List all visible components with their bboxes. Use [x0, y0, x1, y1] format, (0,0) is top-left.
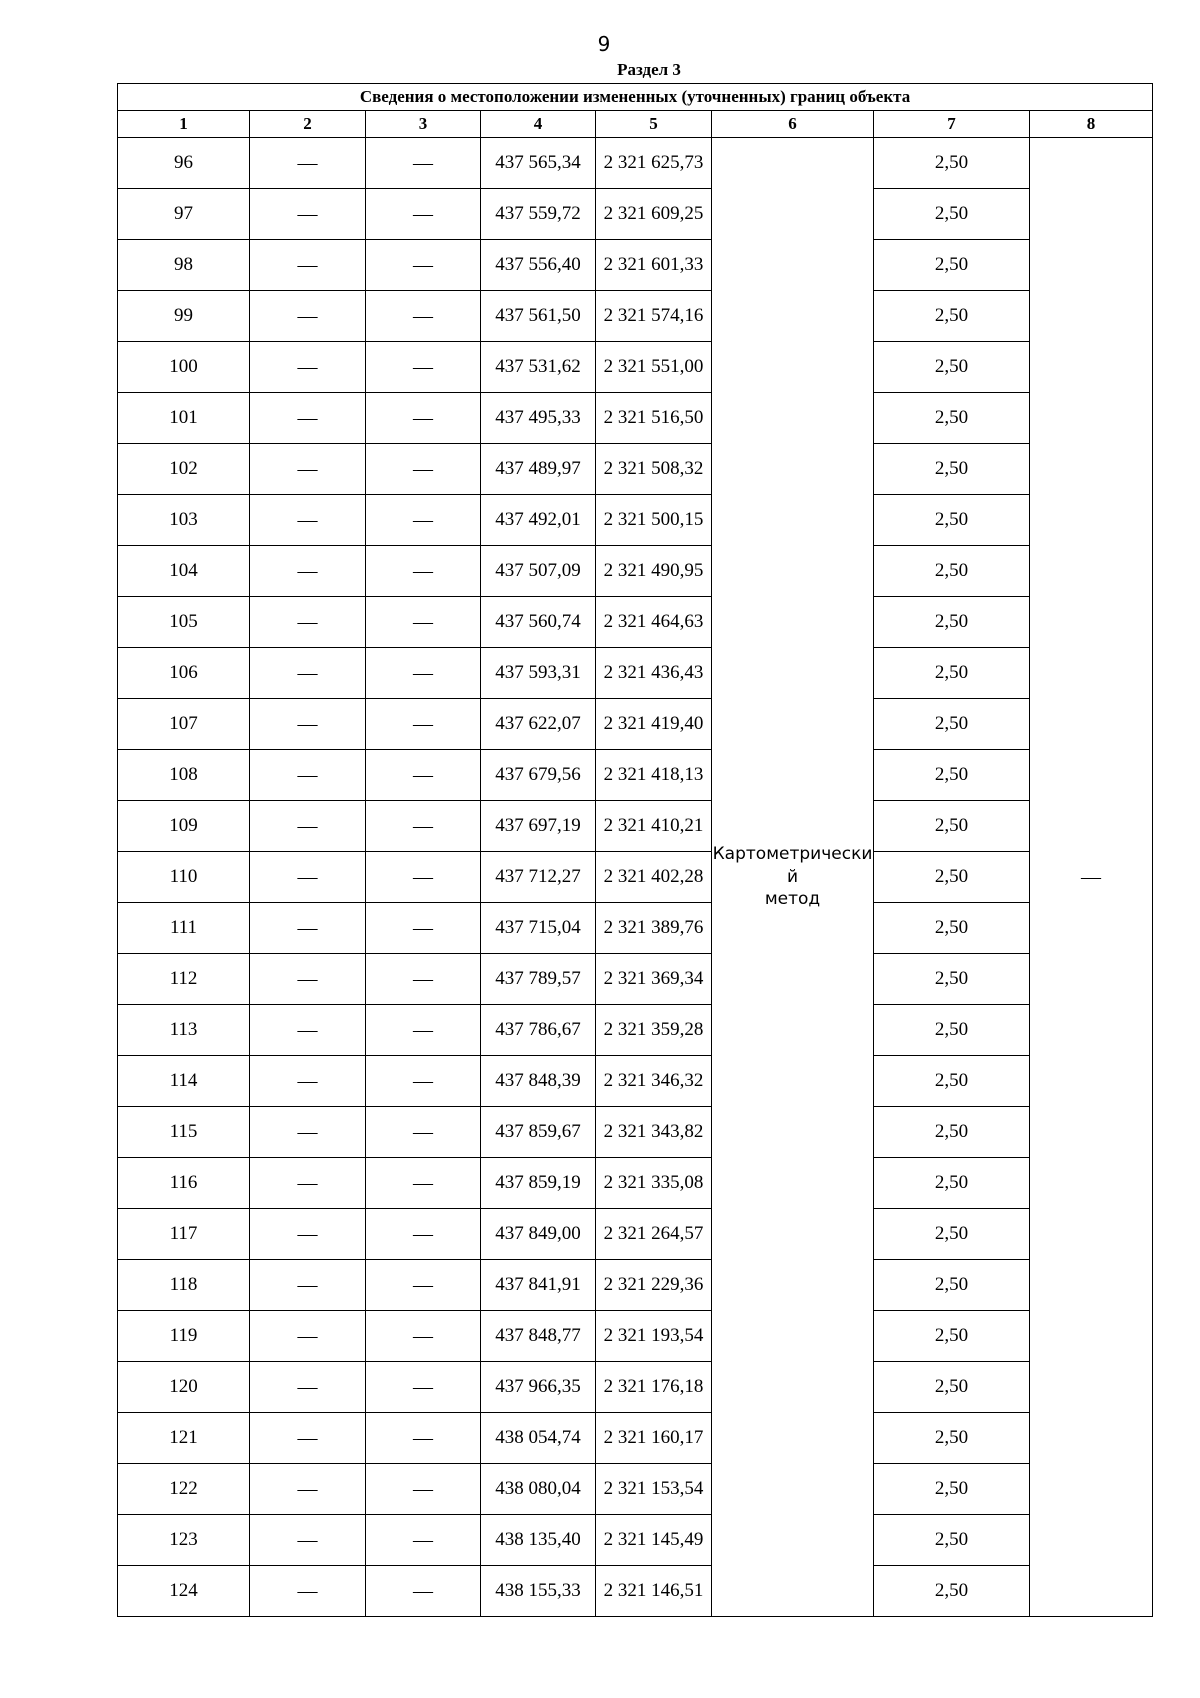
- accuracy-cell: 2,50: [874, 954, 1030, 1005]
- column-number: 2: [250, 111, 366, 138]
- col2-cell: —: [250, 699, 366, 750]
- table-row: [118, 342, 1153, 393]
- coordinate-y-cell: 2 321 601,33: [596, 240, 712, 291]
- accuracy-cell: 2,50: [874, 750, 1030, 801]
- accuracy-cell: 2,50: [874, 1056, 1030, 1107]
- accuracy-cell: 2,50: [874, 699, 1030, 750]
- point-number-cell: 123: [118, 1515, 250, 1566]
- point-number-cell: 114: [118, 1056, 250, 1107]
- coordinate-y-cell: 2 321 264,57: [596, 1209, 712, 1260]
- accuracy-cell: 2,50: [874, 1158, 1030, 1209]
- point-number-cell: 118: [118, 1260, 250, 1311]
- coordinate-y-cell: 2 321 153,54: [596, 1464, 712, 1515]
- table-row: [118, 393, 1153, 444]
- col3-cell: —: [366, 1209, 481, 1260]
- table-row: [118, 189, 1153, 240]
- col3-cell: —: [366, 240, 481, 291]
- col2-cell: —: [250, 954, 366, 1005]
- col2-cell: —: [250, 342, 366, 393]
- table-row: [118, 1056, 1153, 1107]
- point-number-cell: 124: [118, 1566, 250, 1617]
- col3-cell: —: [366, 1566, 481, 1617]
- col2-cell: —: [250, 546, 366, 597]
- column-number: 5: [596, 111, 712, 138]
- coordinate-x-cell: 437 848,77: [481, 1311, 596, 1362]
- col2-cell: —: [250, 444, 366, 495]
- coordinate-x-cell: 437 697,19: [481, 801, 596, 852]
- coordinate-x-cell: 437 622,07: [481, 699, 596, 750]
- col3-cell: —: [366, 189, 481, 240]
- col3-cell: —: [366, 1107, 481, 1158]
- coordinate-y-cell: 2 321 625,73: [596, 138, 712, 189]
- col2-cell: —: [250, 1566, 366, 1617]
- col2-cell: —: [250, 1056, 366, 1107]
- col2-cell: —: [250, 138, 366, 189]
- point-number-cell: 108: [118, 750, 250, 801]
- coordinate-x-cell: 437 559,72: [481, 189, 596, 240]
- col3-cell: —: [366, 1311, 481, 1362]
- accuracy-cell: 2,50: [874, 1515, 1030, 1566]
- table-row: [118, 1464, 1153, 1515]
- coordinate-x-cell: 438 155,33: [481, 1566, 596, 1617]
- col3-cell: —: [366, 852, 481, 903]
- point-number-cell: 117: [118, 1209, 250, 1260]
- coordinate-y-cell: 2 321 464,63: [596, 597, 712, 648]
- col3-cell: —: [366, 291, 481, 342]
- accuracy-cell: 2,50: [874, 597, 1030, 648]
- col2-cell: —: [250, 1311, 366, 1362]
- coordinate-x-cell: 437 556,40: [481, 240, 596, 291]
- col2-cell: —: [250, 750, 366, 801]
- table-row: [118, 1107, 1153, 1158]
- method-cell: [712, 138, 874, 1617]
- coordinate-x-cell: 437 715,04: [481, 903, 596, 954]
- accuracy-cell: 2,50: [874, 1362, 1030, 1413]
- col2-cell: —: [250, 852, 366, 903]
- table-row: [118, 1158, 1153, 1209]
- col2-cell: —: [250, 393, 366, 444]
- accuracy-cell: 2,50: [874, 1209, 1030, 1260]
- col3-cell: —: [366, 444, 481, 495]
- coordinate-y-cell: 2 321 146,51: [596, 1566, 712, 1617]
- col2-cell: —: [250, 1362, 366, 1413]
- coordinate-y-cell: 2 321 419,40: [596, 699, 712, 750]
- point-number-cell: 103: [118, 495, 250, 546]
- accuracy-cell: 2,50: [874, 1311, 1030, 1362]
- col2-cell: —: [250, 801, 366, 852]
- coordinate-x-cell: 437 489,97: [481, 444, 596, 495]
- coordinate-x-cell: 437 495,33: [481, 393, 596, 444]
- coordinate-y-cell: 2 321 490,95: [596, 546, 712, 597]
- column-number: 8: [1030, 111, 1153, 138]
- col3-cell: —: [366, 1005, 481, 1056]
- accuracy-cell: 2,50: [874, 1107, 1030, 1158]
- table-row: [118, 1311, 1153, 1362]
- table-row: [118, 444, 1153, 495]
- point-number-cell: 107: [118, 699, 250, 750]
- point-number-cell: 110: [118, 852, 250, 903]
- coordinate-y-cell: 2 321 500,15: [596, 495, 712, 546]
- col3-cell: —: [366, 342, 481, 393]
- col3-cell: —: [366, 1515, 481, 1566]
- point-number-cell: 116: [118, 1158, 250, 1209]
- col2-cell: —: [250, 495, 366, 546]
- accuracy-cell: 2,50: [874, 546, 1030, 597]
- point-number-cell: 111: [118, 903, 250, 954]
- coordinate-y-cell: 2 321 145,49: [596, 1515, 712, 1566]
- coordinate-x-cell: 437 966,35: [481, 1362, 596, 1413]
- accuracy-cell: 2,50: [874, 393, 1030, 444]
- accuracy-cell: 2,50: [874, 342, 1030, 393]
- table-row: [118, 852, 1153, 903]
- table-row: [118, 954, 1153, 1005]
- coordinate-y-cell: 2 321 346,32: [596, 1056, 712, 1107]
- coordinate-y-cell: 2 321 369,34: [596, 954, 712, 1005]
- accuracy-cell: 2,50: [874, 1260, 1030, 1311]
- column-number: 6: [712, 111, 874, 138]
- table-row: [118, 1566, 1153, 1617]
- col3-cell: —: [366, 495, 481, 546]
- col2-cell: —: [250, 189, 366, 240]
- coordinate-x-cell: 437 849,00: [481, 1209, 596, 1260]
- table-row: [118, 1413, 1153, 1464]
- col3-cell: —: [366, 1464, 481, 1515]
- point-number-cell: 99: [118, 291, 250, 342]
- table-row: [118, 546, 1153, 597]
- col3-cell: —: [366, 393, 481, 444]
- accuracy-cell: 2,50: [874, 495, 1030, 546]
- point-number-cell: 104: [118, 546, 250, 597]
- table-caption: Сведения о местоположении измененных (уточненных) границ объекта: [118, 84, 1153, 111]
- coordinate-x-cell: 437 679,56: [481, 750, 596, 801]
- coordinate-y-cell: 2 321 508,32: [596, 444, 712, 495]
- coordinate-y-cell: 2 321 229,36: [596, 1260, 712, 1311]
- column-number: 3: [366, 111, 481, 138]
- table-row: [118, 1005, 1153, 1056]
- col3-cell: —: [366, 1362, 481, 1413]
- coordinate-x-cell: 437 531,62: [481, 342, 596, 393]
- accuracy-cell: 2,50: [874, 1005, 1030, 1056]
- coordinate-x-cell: 438 080,04: [481, 1464, 596, 1515]
- point-number-cell: 113: [118, 1005, 250, 1056]
- table-row: [118, 138, 1153, 189]
- column-number: 7: [874, 111, 1030, 138]
- point-number-cell: 106: [118, 648, 250, 699]
- coordinate-y-cell: 2 321 389,76: [596, 903, 712, 954]
- table-body: [118, 138, 1153, 1617]
- method-line: Картометрически: [712, 843, 873, 864]
- table-row: [118, 291, 1153, 342]
- col3-cell: —: [366, 546, 481, 597]
- point-number-cell: 121: [118, 1413, 250, 1464]
- coordinate-x-cell: 438 054,74: [481, 1413, 596, 1464]
- coordinate-y-cell: 2 321 402,28: [596, 852, 712, 903]
- coordinate-y-cell: 2 321 516,50: [596, 393, 712, 444]
- point-number-cell: 96: [118, 138, 250, 189]
- col2-cell: —: [250, 240, 366, 291]
- coordinate-y-cell: 2 321 335,08: [596, 1158, 712, 1209]
- coordinate-x-cell: 437 560,74: [481, 597, 596, 648]
- coordinate-x-cell: 437 561,50: [481, 291, 596, 342]
- col2-cell: —: [250, 1158, 366, 1209]
- table-row: [118, 903, 1153, 954]
- accuracy-cell: 2,50: [874, 189, 1030, 240]
- table-row: [118, 240, 1153, 291]
- col2-cell: —: [250, 1005, 366, 1056]
- col2-cell: —: [250, 597, 366, 648]
- accuracy-cell: 2,50: [874, 138, 1030, 189]
- method-line: метод: [764, 889, 821, 910]
- point-number-cell: 98: [118, 240, 250, 291]
- accuracy-cell: 2,50: [874, 444, 1030, 495]
- accuracy-cell: 2,50: [874, 240, 1030, 291]
- col2-cell: —: [250, 1413, 366, 1464]
- table-row: [118, 1362, 1153, 1413]
- coordinate-x-cell: 437 565,34: [481, 138, 596, 189]
- coordinate-y-cell: 2 321 176,18: [596, 1362, 712, 1413]
- col3-cell: —: [366, 648, 481, 699]
- table-row: [118, 1260, 1153, 1311]
- col2-cell: —: [250, 648, 366, 699]
- coordinate-x-cell: 437 593,31: [481, 648, 596, 699]
- method-line: й: [786, 866, 799, 887]
- point-number-cell: 122: [118, 1464, 250, 1515]
- table-row: [118, 597, 1153, 648]
- col3-cell: —: [366, 903, 481, 954]
- point-number-cell: 101: [118, 393, 250, 444]
- accuracy-cell: 2,50: [874, 1413, 1030, 1464]
- accuracy-cell: 2,50: [874, 1464, 1030, 1515]
- point-number-cell: 97: [118, 189, 250, 240]
- col2-cell: —: [250, 1260, 366, 1311]
- coordinate-y-cell: 2 321 551,00: [596, 342, 712, 393]
- col2-cell: —: [250, 1515, 366, 1566]
- col3-cell: —: [366, 597, 481, 648]
- coordinate-y-cell: 2 321 343,82: [596, 1107, 712, 1158]
- col3-cell: —: [366, 801, 481, 852]
- table-row: [118, 495, 1153, 546]
- col3-cell: —: [366, 138, 481, 189]
- col2-cell: —: [250, 903, 366, 954]
- coordinate-y-cell: 2 321 609,25: [596, 189, 712, 240]
- section-title: Раздел 3: [617, 60, 681, 79]
- accuracy-cell: 2,50: [874, 648, 1030, 699]
- table-row: [118, 1515, 1153, 1566]
- table-row: [118, 1209, 1153, 1260]
- col3-cell: —: [366, 699, 481, 750]
- coordinate-y-cell: 2 321 410,21: [596, 801, 712, 852]
- accuracy-cell: 2,50: [874, 801, 1030, 852]
- coordinate-x-cell: 437 841,91: [481, 1260, 596, 1311]
- accuracy-cell: 2,50: [874, 903, 1030, 954]
- col3-cell: —: [366, 1413, 481, 1464]
- coordinate-x-cell: 437 789,57: [481, 954, 596, 1005]
- coordinate-x-cell: 437 507,09: [481, 546, 596, 597]
- coordinate-x-cell: 438 135,40: [481, 1515, 596, 1566]
- coordinate-x-cell: 437 859,67: [481, 1107, 596, 1158]
- coordinate-x-cell: 437 712,27: [481, 852, 596, 903]
- col3-cell: —: [366, 1158, 481, 1209]
- point-number-cell: 119: [118, 1311, 250, 1362]
- coordinate-y-cell: 2 321 160,17: [596, 1413, 712, 1464]
- col2-cell: —: [250, 1209, 366, 1260]
- col2-cell: —: [250, 1464, 366, 1515]
- accuracy-cell: 2,50: [874, 1566, 1030, 1617]
- coordinates-table: [117, 83, 1153, 1617]
- col3-cell: —: [366, 1260, 481, 1311]
- point-number-cell: 109: [118, 801, 250, 852]
- coordinate-y-cell: 2 321 418,13: [596, 750, 712, 801]
- point-number-cell: 112: [118, 954, 250, 1005]
- column-number: 1: [118, 111, 250, 138]
- page-number: 9: [597, 32, 611, 56]
- coordinate-y-cell: 2 321 193,54: [596, 1311, 712, 1362]
- table-row: [118, 801, 1153, 852]
- column-number-row: [118, 111, 1153, 138]
- col3-cell: —: [366, 1056, 481, 1107]
- col8-cell: —: [1030, 138, 1153, 1617]
- col3-cell: —: [366, 750, 481, 801]
- col3-cell: —: [366, 954, 481, 1005]
- point-number-cell: 102: [118, 444, 250, 495]
- coordinate-x-cell: 437 859,19: [481, 1158, 596, 1209]
- accuracy-cell: 2,50: [874, 852, 1030, 903]
- coordinate-x-cell: 437 786,67: [481, 1005, 596, 1056]
- point-number-cell: 105: [118, 597, 250, 648]
- point-number-cell: 100: [118, 342, 250, 393]
- coordinate-y-cell: 2 321 436,43: [596, 648, 712, 699]
- accuracy-cell: 2,50: [874, 291, 1030, 342]
- column-number: 4: [481, 111, 596, 138]
- col2-cell: —: [250, 1107, 366, 1158]
- table-row: [118, 648, 1153, 699]
- col2-cell: —: [250, 291, 366, 342]
- coordinate-y-cell: 2 321 574,16: [596, 291, 712, 342]
- table-row: [118, 750, 1153, 801]
- coordinate-x-cell: 437 492,01: [481, 495, 596, 546]
- table-row: [118, 699, 1153, 750]
- coordinate-x-cell: 437 848,39: [481, 1056, 596, 1107]
- point-number-cell: 120: [118, 1362, 250, 1413]
- coordinate-y-cell: 2 321 359,28: [596, 1005, 712, 1056]
- point-number-cell: 115: [118, 1107, 250, 1158]
